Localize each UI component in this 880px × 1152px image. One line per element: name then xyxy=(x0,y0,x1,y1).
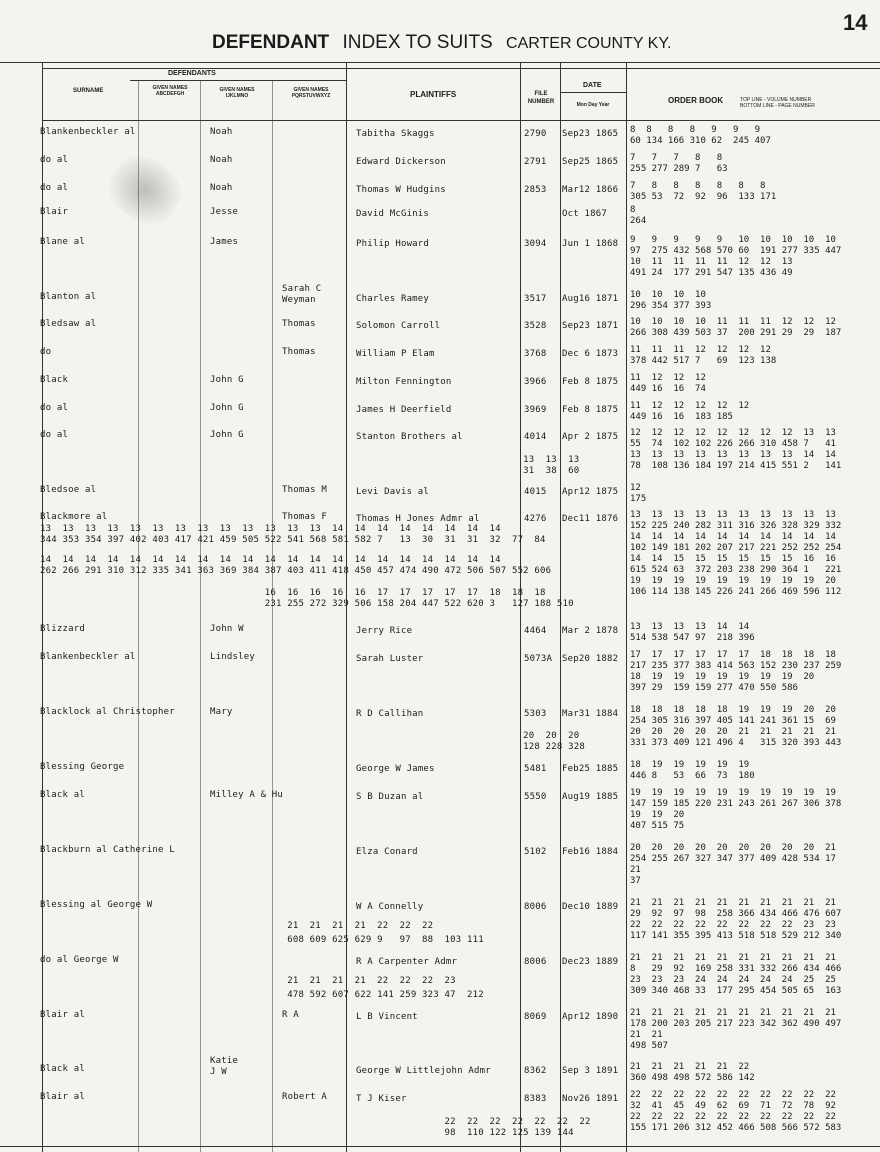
page-number: 14 xyxy=(843,10,868,35)
defendant-surname: Blackmore al xyxy=(40,512,108,522)
order-book-volume-line: 18 19 19 19 19 19 19 19 20 xyxy=(630,672,815,682)
order-book-page-line: 449 16 16 183 185 xyxy=(630,412,733,422)
plaintiff-name: Thomas W Hudgins xyxy=(356,185,446,195)
defendant-given-3: Thomas xyxy=(282,319,316,329)
file-number: 3966 xyxy=(524,377,547,387)
order-book-page-line: 152 225 240 282 311 316 326 328 329 332 xyxy=(630,521,842,531)
order-book-volume-line: 9 9 9 9 9 10 10 10 10 10 xyxy=(630,235,836,245)
order-book-entries xyxy=(630,181,776,203)
file-number: 5550 xyxy=(524,792,547,802)
suit-date: Dec 6 1873 xyxy=(562,349,619,359)
suit-date: Aug19 1885 xyxy=(562,792,619,802)
file-number: 8006 xyxy=(524,957,547,967)
defendant-surname: do al xyxy=(40,183,69,193)
defendant-surname: Black al xyxy=(40,1064,85,1074)
order-book-page-line: 147 159 185 220 231 243 261 267 306 378 xyxy=(630,799,842,809)
overflow-line: 344 353 354 397 402 403 417 421 459 505 522 541 568 581 582 7 13 30 31 31 32 77 84 xyxy=(40,535,546,545)
defendant-surname: Black al xyxy=(40,790,85,800)
file-number: 8006 xyxy=(524,902,547,912)
file-number: 2790 xyxy=(524,129,547,139)
order-book-page-line: 106 114 138 145 226 241 266 469 596 112 xyxy=(630,587,842,597)
overflow-line: 14 14 14 14 14 14 14 14 14 14 14 14 14 14 14 14 14 14 14 14 14 xyxy=(40,555,501,565)
defendant-given-2: John G xyxy=(210,430,244,440)
plaintiff-name: David McGinis xyxy=(356,209,430,219)
order-book-volume-line: 13 13 13 13 14 14 xyxy=(630,622,750,632)
order-book-entries xyxy=(630,373,706,395)
order-book-page-line: 97 275 432 568 570 60 191 277 335 447 xyxy=(630,246,842,256)
order-book-volume-line: 11 11 11 12 12 12 12 xyxy=(630,345,771,355)
order-book-volume-line: 19 19 20 xyxy=(630,810,685,820)
defendant-given-2: Noah xyxy=(210,127,233,137)
suit-date: Sep23 1865 xyxy=(562,129,619,139)
defendant-surname: do al George W xyxy=(40,955,119,965)
suit-date: Apr12 1875 xyxy=(562,487,619,497)
order-book-volume-line: 21 21 21 21 21 22 xyxy=(630,1062,750,1072)
order-book-volume-line: 10 10 10 10 11 11 11 12 12 12 xyxy=(630,317,836,327)
order-book-entries xyxy=(630,125,771,147)
order-book-entries xyxy=(630,705,841,749)
defendant-given-3: Robert A xyxy=(282,1092,327,1102)
order-book-page-line: 264 xyxy=(630,216,647,226)
plaintiff-name: Philip Howard xyxy=(356,239,430,249)
defendant-surname: Blackburn al Catherine L xyxy=(40,845,175,855)
suit-date: Aug16 1871 xyxy=(562,294,619,304)
order-book-volume-line: 19 19 19 19 19 19 19 19 19 19 xyxy=(630,788,836,798)
defendant-given-2: Noah xyxy=(210,155,233,165)
order-book-volume-line: 10 11 11 11 11 12 12 13 xyxy=(630,257,793,267)
defendant-given-2: Lindsley xyxy=(210,652,255,662)
suit-date: Dec23 1889 xyxy=(562,957,619,967)
plaintiff-name: Levi Davis al xyxy=(356,487,430,497)
defendant-surname: Blair xyxy=(40,207,69,217)
order-book-entries xyxy=(630,788,841,832)
order-book-entries xyxy=(630,317,841,339)
defendant-given-2: Noah xyxy=(210,183,233,193)
suit-date: Mar31 1884 xyxy=(562,709,619,719)
order-book-volume-line: 14 14 14 14 14 14 14 14 14 14 xyxy=(630,532,836,542)
header-date-sub: Mon Day Year xyxy=(576,102,610,108)
order-book-page-line: 60 134 166 310 62 245 407 xyxy=(630,136,771,146)
defendant-surname: Blair al xyxy=(40,1092,85,1102)
file-number: 5102 xyxy=(524,847,547,857)
plaintiff-name: Solomon Carroll xyxy=(356,321,441,331)
overflow-line: 13 13 13 13 13 13 13 13 13 13 13 13 13 14 14 14 14 14 14 14 14 xyxy=(40,524,501,534)
header-given-3: GIVEN NAMES PQRSTUVWXYZ xyxy=(291,87,331,99)
order-book-entries xyxy=(630,428,841,472)
plaintiff-name: Milton Fennington xyxy=(356,377,452,387)
order-book-volume-line: 14 14 15 15 15 15 15 15 16 16 xyxy=(630,554,836,564)
order-book-page-line: 305 53 72 92 96 133 171 xyxy=(630,192,777,202)
plaintiff-name: Jerry Rice xyxy=(356,626,413,636)
order-book-page-line: 78 108 136 184 197 214 415 551 2 141 xyxy=(630,461,842,471)
file-number: 4276 xyxy=(524,514,547,524)
overflow-line: 128 228 328 xyxy=(40,742,585,752)
order-book-page-line: 514 538 547 97 218 396 xyxy=(630,633,755,643)
defendant-given-2: Milley A & Hu xyxy=(210,790,284,800)
order-book-entries xyxy=(630,650,841,694)
order-book-page-line: 175 xyxy=(630,494,647,504)
order-book-entries xyxy=(630,622,755,644)
order-book-volume-line: 10 10 10 10 xyxy=(630,290,706,300)
file-number: 4014 xyxy=(524,432,547,442)
header-surname: SURNAME xyxy=(73,88,104,94)
plaintiff-name: T J Kiser xyxy=(356,1094,407,1104)
header-plaintiffs: PLAINTIFFS xyxy=(410,90,457,99)
order-book-entries xyxy=(630,235,841,279)
order-book-volume-line: 12 xyxy=(630,483,641,493)
defendant-given-3: R A xyxy=(282,1010,299,1020)
file-number: 8069 xyxy=(524,1012,547,1022)
plaintiff-name: S B Duzan al xyxy=(356,792,424,802)
order-book-page-line: 102 149 181 202 207 217 221 252 252 254 xyxy=(630,543,842,553)
order-book-page-line: 498 507 xyxy=(630,1041,668,1051)
defendant-given-2: James xyxy=(210,237,239,247)
file-number: 3528 xyxy=(524,321,547,331)
order-book-volume-line: 21 xyxy=(630,865,641,875)
file-number: 2791 xyxy=(524,157,547,167)
order-book-volume-line: 7 7 7 8 8 xyxy=(630,153,723,163)
defendant-surname: Bledsaw al xyxy=(40,319,97,329)
defendant-given-2: Mary xyxy=(210,707,233,717)
order-book-page-line: 446 8 53 66 73 180 xyxy=(630,771,755,781)
overflow-line: 21 21 21 21 22 22 22 23 xyxy=(40,976,456,986)
defendant-given-2: John G xyxy=(210,403,244,413)
plaintiff-name: George W James xyxy=(356,764,435,774)
suit-date: Dec10 1889 xyxy=(562,902,619,912)
order-book-page-line: 254 255 267 327 347 377 409 428 534 17 xyxy=(630,854,836,864)
defendant-surname: Blane al xyxy=(40,237,85,247)
order-book-page-line: 491 24 177 291 547 135 436 49 xyxy=(630,268,793,278)
defendant-surname: Blankenbeckler al xyxy=(40,127,136,137)
suit-date: Mar 2 1878 xyxy=(562,626,619,636)
file-number: 3517 xyxy=(524,294,547,304)
order-book-page-line: 155 171 206 312 452 466 508 566 572 583 xyxy=(630,1123,842,1133)
plaintiff-name: William P Elam xyxy=(356,349,435,359)
suit-date: Sep 3 1891 xyxy=(562,1066,619,1076)
order-book-page-line: 331 373 409 121 496 4 315 320 393 443 xyxy=(630,738,842,748)
order-book-entries xyxy=(630,290,711,312)
file-number: 3969 xyxy=(524,405,547,415)
order-book-volume-line: 22 22 22 22 22 22 22 22 22 22 xyxy=(630,1090,836,1100)
order-book-volume-line: 17 17 17 17 17 17 18 18 18 18 xyxy=(630,650,836,660)
plaintiff-name: Thomas H Jones Admr al xyxy=(356,514,480,524)
suit-date: Apr 2 1875 xyxy=(562,432,619,442)
header-date: DATE xyxy=(583,82,602,89)
file-number: 4015 xyxy=(524,487,547,497)
order-book-volume-line: 13 13 13 13 13 13 13 13 14 14 xyxy=(630,450,836,460)
defendant-surname: Blessing George xyxy=(40,762,125,772)
file-number: 8383 xyxy=(524,1094,547,1104)
order-book-volume-line: 11 12 12 12 xyxy=(630,373,706,383)
order-book-page-line: 407 515 75 xyxy=(630,821,685,831)
order-book-entries xyxy=(630,898,841,942)
defendant-surname: do al xyxy=(40,403,69,413)
title-county: CARTER COUNTY KY. xyxy=(506,35,672,52)
file-number: 4464 xyxy=(524,626,547,636)
plaintiff-name: Sarah Luster xyxy=(356,654,424,664)
plaintiff-name: Edward Dickerson xyxy=(356,157,446,167)
overflow-line: 98 110 122 125 139 144 xyxy=(40,1128,574,1138)
order-book-volume-line: 8 8 8 8 9 9 9 xyxy=(630,125,761,135)
plaintiff-name: R D Callihan xyxy=(356,709,424,719)
file-number: 2853 xyxy=(524,185,547,195)
order-book-volume-line: 8 xyxy=(630,205,636,215)
title-rest: INDEX TO SUITS xyxy=(342,32,493,53)
suit-date: Feb16 1884 xyxy=(562,847,619,857)
order-book-entries xyxy=(630,760,755,782)
order-book-entries xyxy=(630,483,646,505)
order-book-volume-line: 22 22 22 22 22 22 22 22 23 23 xyxy=(630,920,836,930)
order-book-volume-line: 21 21 21 21 21 21 21 21 21 21 xyxy=(630,953,836,963)
overflow-line: 22 22 22 22 22 22 22 xyxy=(40,1117,591,1127)
order-book-entries xyxy=(630,205,646,227)
order-book-page-line: 254 305 316 397 405 141 241 361 15 69 xyxy=(630,716,836,726)
order-book-page-line: 360 498 498 572 586 142 xyxy=(630,1073,755,1083)
header-given-2: GIVEN NAMES IJKLMNO xyxy=(219,87,255,99)
order-book-page-line: 29 92 97 98 258 366 434 466 476 607 xyxy=(630,909,842,919)
suit-date: Sep23 1871 xyxy=(562,321,619,331)
defendant-surname: do al xyxy=(40,155,69,165)
order-book-entries xyxy=(630,1090,841,1134)
order-book-page-line: 309 340 468 33 177 295 454 505 65 163 xyxy=(630,986,842,996)
order-book-page-line: 32 41 45 49 62 69 71 72 78 92 xyxy=(630,1101,836,1111)
suit-date: Feb25 1885 xyxy=(562,764,619,774)
suit-date: Nov26 1891 xyxy=(562,1094,619,1104)
defendant-given-2: Jesse xyxy=(210,207,239,217)
overflow-line: 16 16 16 16 16 17 17 17 17 17 18 18 18 xyxy=(40,588,546,598)
header-file-number: FILE NUMBER xyxy=(527,91,555,105)
plaintiff-name: Elza Conard xyxy=(356,847,418,857)
file-number: 8362 xyxy=(524,1066,547,1076)
order-book-volume-line: 19 19 19 19 19 19 19 19 19 20 xyxy=(630,576,836,586)
order-book-entries xyxy=(630,510,841,598)
order-book-page-line: 296 354 377 393 xyxy=(630,301,712,311)
plaintiff-name: Tabitha Skaggs xyxy=(356,129,435,139)
suit-date: Feb 8 1875 xyxy=(562,405,619,415)
order-book-page-line: 449 16 16 74 xyxy=(630,384,706,394)
order-book-entries xyxy=(630,953,841,997)
suit-date: Sep25 1865 xyxy=(562,157,619,167)
plaintiff-name: W A Connelly xyxy=(356,902,424,912)
suit-date: Dec11 1876 xyxy=(562,514,619,524)
order-book-volume-line: 7 8 8 8 8 8 8 xyxy=(630,181,766,191)
order-book-volume-line: 21 21 21 21 21 21 21 21 21 21 xyxy=(630,898,836,908)
plaintiff-name: Charles Ramey xyxy=(356,294,430,304)
defendant-given-3: Thomas M xyxy=(282,485,327,495)
order-book-volume-line: 21 21 21 21 21 21 21 21 21 21 xyxy=(630,1008,836,1018)
header-order-book-note: TOP LINE - VOLUME NUMBER BOTTOM LINE - PAGE NUMBER xyxy=(740,97,815,109)
order-book-page-line: 615 524 63 372 203 238 290 364 1 221 xyxy=(630,565,842,575)
order-book-entries xyxy=(630,401,749,423)
order-book-page-line: 378 442 517 7 69 123 138 xyxy=(630,356,777,366)
plaintiff-name: L B Vincent xyxy=(356,1012,418,1022)
suit-date: Mar12 1866 xyxy=(562,185,619,195)
order-book-volume-line: 18 18 18 18 18 19 19 19 20 20 xyxy=(630,705,836,715)
suit-date: Feb 8 1875 xyxy=(562,377,619,387)
header-order-book: ORDER BOOK xyxy=(668,96,724,105)
order-book-page-line: 397 29 159 159 277 470 550 586 xyxy=(630,683,798,693)
plaintiff-name: James H Deerfield xyxy=(356,405,452,415)
order-book-entries xyxy=(630,1008,841,1052)
header-defendants: DEFENDANTS xyxy=(168,70,216,77)
overflow-line: 21 21 21 21 22 22 22 xyxy=(40,921,434,931)
plaintiff-name: R A Carpenter Admr xyxy=(356,957,458,967)
defendant-surname: Blair al xyxy=(40,1010,85,1020)
defendant-given-2: John W xyxy=(210,624,244,634)
defendant-given-2: Katie J W xyxy=(210,1056,239,1077)
defendant-surname: do al xyxy=(40,430,69,440)
order-book-volume-line: 23 23 23 24 24 24 24 24 25 25 xyxy=(630,975,836,985)
order-book-volume-line: 18 19 19 19 19 19 xyxy=(630,760,750,770)
order-book-page-line: 217 235 377 383 414 563 152 230 237 259 xyxy=(630,661,842,671)
overflow-line: 478 592 607 622 141 259 323 47 212 xyxy=(40,990,484,1000)
defendant-surname: Blessing al George W xyxy=(40,900,153,910)
defendant-surname: Black xyxy=(40,375,69,385)
defendant-surname: Bledsoe al xyxy=(40,485,97,495)
order-book-page-line: 255 277 289 7 63 xyxy=(630,164,728,174)
overflow-line: 262 266 291 310 312 335 341 363 369 384 387 403 411 418 450 457 474 490 472 506 507 552 606 xyxy=(40,566,552,576)
order-book-volume-line: 20 20 20 20 20 21 21 21 21 21 xyxy=(630,727,836,737)
defendant-surname: Blanton al xyxy=(40,292,97,302)
order-book-volume-line: 12 12 12 12 12 12 12 12 13 13 xyxy=(630,428,836,438)
order-book-volume-line: 21 21 xyxy=(630,1030,663,1040)
defendant-given-3: Thomas xyxy=(282,347,316,357)
plaintiff-name: George W Littlejohn Admr xyxy=(356,1066,491,1076)
file-number: 5303 xyxy=(524,709,547,719)
order-book-page-line: 117 141 355 395 413 518 518 529 212 340 xyxy=(630,931,842,941)
defendant-given-2: John G xyxy=(210,375,244,385)
order-book-page-line: 178 200 203 205 217 223 342 362 490 497 xyxy=(630,1019,842,1029)
suit-date: Sep20 1882 xyxy=(562,654,619,664)
order-book-page-line: 37 xyxy=(630,876,641,886)
defendant-surname: Blacklock al Christopher xyxy=(40,707,175,717)
overflow-line: 13 13 13 xyxy=(40,455,580,465)
order-book-page-line: 8 29 92 169 258 331 332 266 434 466 xyxy=(630,964,842,974)
order-book-volume-line: 13 13 13 13 13 13 13 13 13 13 xyxy=(630,510,836,520)
defendant-given-3: Sarah C Weyman xyxy=(282,284,322,305)
suit-date: Oct 1867 xyxy=(562,209,607,219)
defendant-surname: Blizzard xyxy=(40,624,85,634)
file-number: 5481 xyxy=(524,764,547,774)
order-book-volume-line: 11 12 12 12 12 12 xyxy=(630,401,750,411)
order-book-entries xyxy=(630,345,776,367)
file-number: 5073A xyxy=(524,654,553,664)
order-book-entries xyxy=(630,843,836,887)
title-bold: DEFENDANT xyxy=(212,32,330,53)
order-book-page-line: 55 74 102 102 226 266 310 458 7 41 xyxy=(630,439,836,449)
overflow-line: 20 20 20 xyxy=(40,731,580,741)
overflow-line: 608 609 625 629 9 97 88 103 111 xyxy=(40,935,484,945)
order-book-entries xyxy=(630,1062,755,1084)
order-book-volume-line: 20 20 20 20 20 20 20 20 20 21 xyxy=(630,843,836,853)
order-book-page-line: 266 308 439 503 37 200 291 29 29 187 xyxy=(630,328,842,338)
file-number: 3094 xyxy=(524,239,547,249)
order-book-volume-line: 22 22 22 22 22 22 22 22 22 22 xyxy=(630,1112,836,1122)
defendant-surname: do xyxy=(40,347,52,357)
order-book-entries xyxy=(630,153,728,175)
defendant-given-3: Thomas F xyxy=(282,512,327,522)
suit-date: Apr12 1890 xyxy=(562,1012,619,1022)
suit-date: Jun 1 1868 xyxy=(562,239,619,249)
ink-smudge xyxy=(99,145,191,234)
page-title xyxy=(212,32,671,54)
overflow-line: 231 255 272 329 506 158 204 447 522 620 3 127 188 510 xyxy=(40,599,574,609)
plaintiff-name: Stanton Brothers al xyxy=(356,432,463,442)
overflow-line: 31 38 60 xyxy=(40,466,580,476)
header-given-1: GIVEN NAMES ABCDEFGH xyxy=(152,85,188,97)
file-number: 3768 xyxy=(524,349,547,359)
defendant-surname: Blankenbeckler al xyxy=(40,652,136,662)
